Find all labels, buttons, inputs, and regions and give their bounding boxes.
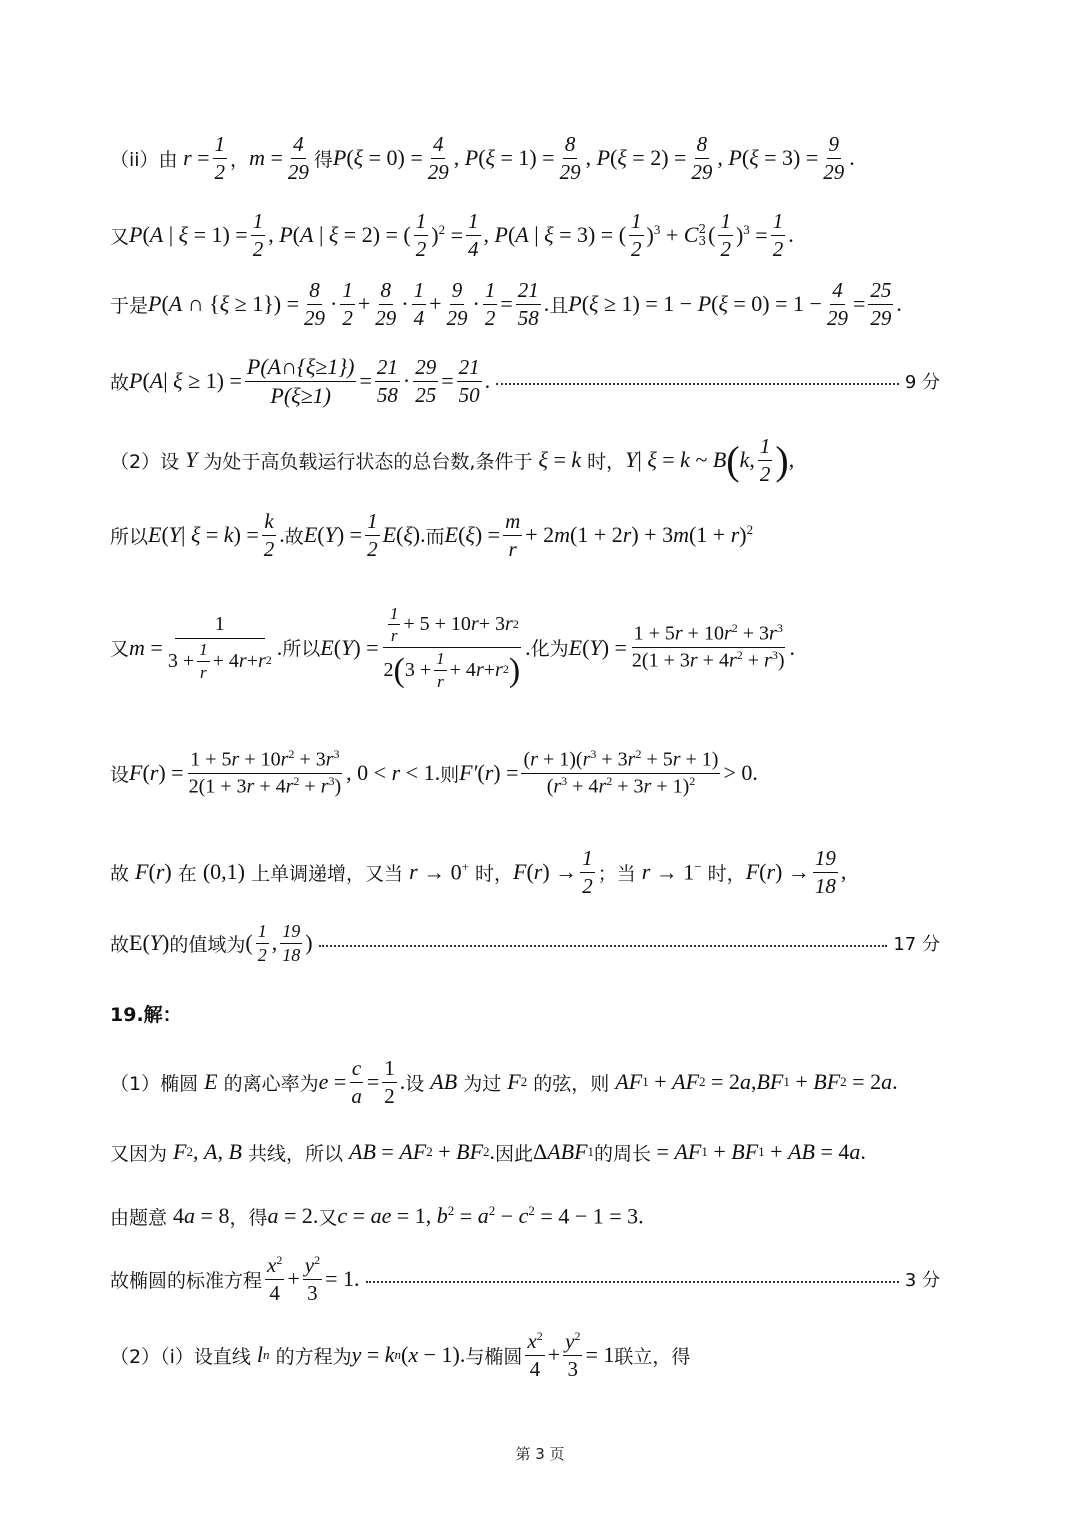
line-ii-probabilities: （ii）由 r = $\frac{1}{2}$ ， m = $\frac{4}{29}$ 得 P ( ξ = 0) = $\frac{4}{29}$ , P ( ξ = 1) = $\frac{8}{29}$ , P ( ξ = 2) = $\frac{8}{29}$ , P ( ξ = 3) = $\frac{9}{29}$ . xyxy=(110,132,855,184)
line-lead: 于是 xyxy=(110,294,149,317)
line-lead: 又 xyxy=(110,638,130,660)
line-lead: 故 xyxy=(110,371,130,394)
score-label: 17 分 xyxy=(893,934,940,955)
page-number: 第 3 页 xyxy=(515,1445,565,1463)
line-monotonic: 故 F ( r ) 在 (0,1) 上单调递增，又当 r → 0+ 时， F ( r ) → $\frac{1}{2}$ ；当 r → 1− 时， F ( r ) → $\frac{19}{18}$ , xyxy=(110,846,847,898)
line-a-b-values: 由题意 4 a = 8 ，得 a = 2. 又 c = ae = 1, b $^2$ = a $^2$ − c $^2$ = 4 − 1 = 3. xyxy=(110,1202,644,1229)
line-perimeter: 又因为 F 2 , A , B 共线，所以 AB = AF 2 + BF 2 . 因此 Δ ABF 1 的周长 = AF 1 + BF 1 + AB = 4 a . xyxy=(110,1139,866,1165)
line-conditional-result: 故 P ( A | ξ ≥ 1) = $\frac{P(A\cap\{\xi\ge 1\})}{P(\xi\ge 1)}$ = $\frac{21}{58}$ · $\frac{29}{25}$ = $\frac{21}{50}$ . 9 分 xyxy=(110,354,940,408)
line-m-and-ey: 又 m = 1 3 + $\frac{1}{r}$ + 4 r + r 2 . 所以 E ( Y ) = $\frac{1}{r}$ + 5 + 10 r + 3 r 2 2 ( 3 + $\frac{1}{r}$ + 4 r + r 2 ) . 化为 E ( Y ) = $\frac{1 + 5r + 10r^2 + 3r^3}{2(1 + 3r + 4r^2 + r^3)}$ . xyxy=(110,603,795,691)
line-ellipse-eccentricity: （1）椭圆 E 的离心率为 e = $\frac{c}{a}$ = $\frac{1}{2}$ . 设 AB 为过 F 2 的弦，则 AF 1 + AF 2 = 2 a , BF 1 + BF 2 = 2 a . xyxy=(110,1056,898,1108)
leader-dots xyxy=(319,945,888,947)
problem-19-heading xyxy=(110,998,940,1028)
line-derivative: 设 F ( r ) = $\frac{1 + 5r + 10r^2 + 3r^3}{2(1 + 3r + 4r^2 + r^3)}$ , 0 < r < 1. 则 F′ ( r ) = $\frac{(r + 1)(r^3 + 3r^2 + 5r + 1)}{(r^3 + 4r^2 + 3r + 1)^2}$ > 0. xyxy=(110,746,758,798)
line-part2-setup: （2）设 Y 为处于高负载运行状态的总台数,条件于 ξ = k 时， Y | ξ = k ~ B ( k , $\frac{1}{2}$ ) , xyxy=(110,434,795,486)
line-expectation: 所以 E ( Y | ξ = k ) = $\frac{k}{2}$ . 故 E ( Y ) = $\frac{1}{2}$ E ( ξ ). 而 E ( ξ ) = $\frac{m}{r}$ + 2 m (1 + 2 r ) + 3 m (1 + r )$^2$ xyxy=(110,509,754,561)
line-lead: 又 xyxy=(110,225,130,248)
line-range: 故 E(Y) 的值域为 ( $\frac{1}{2}$ , $\frac{19}{18}$ ) 17 分 xyxy=(110,920,940,965)
score-label: 3 分 xyxy=(904,1270,940,1291)
line-lead: 故椭圆的标准方程 xyxy=(110,1269,263,1292)
leader-dots xyxy=(496,383,899,385)
line-lead: 所以 xyxy=(110,525,149,548)
line-part2-line-equation: （2）（i）设直线 l n 的方程为 y = k n ( x − 1). 与椭圆 $\frac{x^2}{4}$ + $\frac{y^2}{3}$ = 1 联立，得 xyxy=(110,1329,691,1381)
line-standard-equation: 故椭圆的标准方程 $\frac{x^2}{4}$ + $\frac{y^2}{3}$ = 1. 3 分 xyxy=(110,1253,940,1305)
line-intersection-probability: 于是 P ( A ∩ { ξ ≥ 1}) = $\frac{8}{29}$ · $\frac{1}{2}$ + $\frac{8}{29}$ · $\frac{1}{4}$ + $\frac{9}{29}$ · $\frac{1}{2}$ = $\frac{21}{58}$ . 且 P ( ξ ≥ 1) = 1 − P ( ξ = 0) = 1 − $\frac{4}{29}$ = $\frac{25}{29}$ . xyxy=(110,278,902,330)
line-lead: （ii）由 xyxy=(110,148,178,171)
heading-text: 19.解： xyxy=(110,1003,182,1026)
leader-dots xyxy=(366,1281,899,1283)
line-lead: 设 xyxy=(110,763,130,786)
score-label: 9 分 xyxy=(904,372,940,393)
line-conditional-probabilities: 又 P ( A | ξ = 1) = $\frac{1}{2}$ , P ( A | ξ = 2) = ( $\frac{1}{2}$ )$^2$ = $\frac{1}{4}$ , P ( A | ξ = 3) = ( $\frac{1}{2}$ )$^3$ + C 2 3 ( $\frac{1}{2}$ )$^3$ = $\frac{1}{2}$ . xyxy=(110,209,794,261)
line-lead: 故 xyxy=(110,933,130,956)
